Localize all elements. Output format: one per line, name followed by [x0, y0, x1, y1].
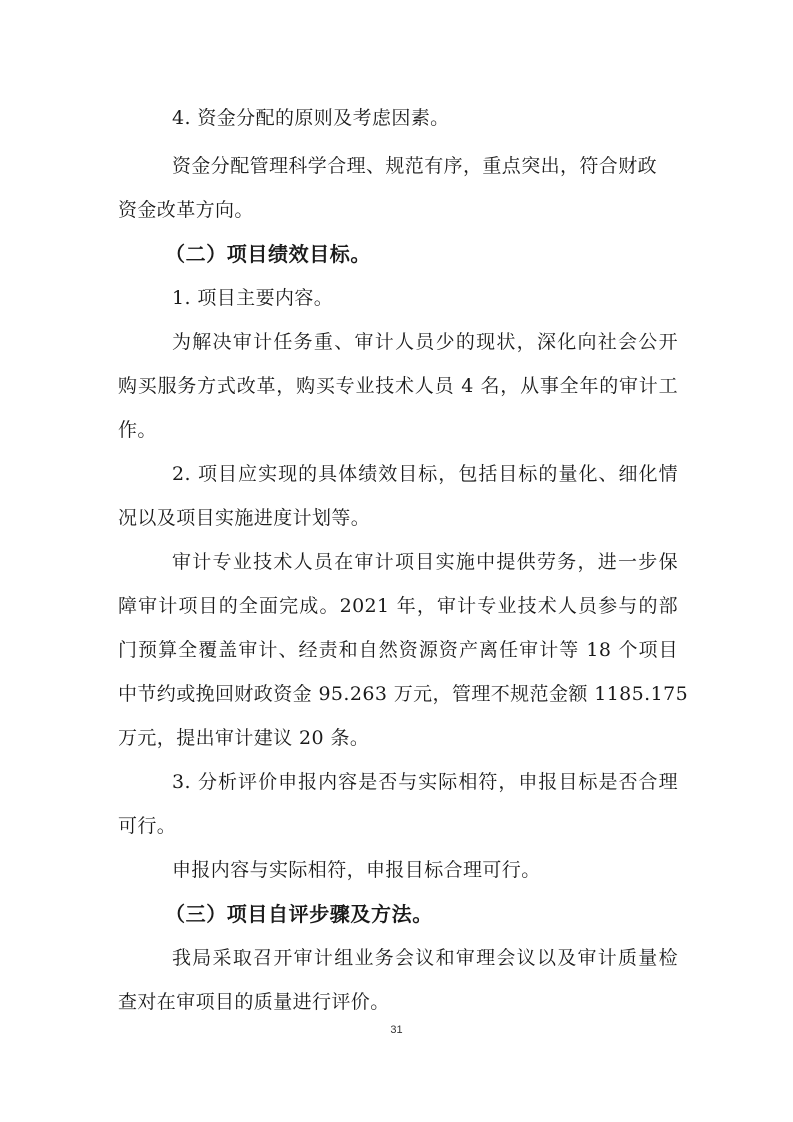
paragraph-line: 作。	[118, 419, 157, 441]
paragraph-line: 万元，提出审计建议 20 条。	[118, 727, 370, 749]
paragraph-line: 购买服务方式改革，购买专业技术人员 4 名，从事全年的审计工	[118, 375, 678, 397]
section-title: 4. 资金分配的原则及考虑因素。	[172, 107, 450, 129]
paragraph-line: 资金分配管理科学合理、规范有序，重点突出，符合财政	[172, 155, 658, 177]
item-title: 1. 项目主要内容。	[172, 287, 334, 309]
item-title: 3. 分析评价申报内容是否与实际相符，申报目标是否合理	[172, 771, 678, 793]
paragraph-line: 中节约或挽回财政资金 95.263 万元，管理不规范金额 1185.175	[118, 683, 689, 705]
paragraph-line: 我局采取召开审计组业务会议和审理会议以及审计质量检	[172, 947, 678, 969]
item-title: 2. 项目应实现的具体绩效目标，包括目标的量化、细化情	[172, 463, 678, 485]
item-title-continued: 况以及项目实施进度计划等。	[118, 507, 371, 529]
paragraph-line: 门预算全覆盖审计、经责和自然资源资产离任审计等 18 个项目	[118, 639, 678, 661]
paragraph-line: 资金改革方向。	[118, 199, 254, 221]
item-title-continued: 可行。	[118, 815, 177, 837]
paragraph-line: 障审计项目的全面完成。2021 年，审计专业技术人员参与的部	[118, 595, 678, 617]
paragraph-line: 申报内容与实际相符，申报目标合理可行。	[172, 859, 541, 881]
paragraph-line: 为解决审计任务重、审计人员少的现状，深化向社会公开	[172, 331, 678, 353]
paragraph-line: 查对在审项目的质量进行评价。	[118, 991, 390, 1013]
section-heading: （二）项目绩效目标。	[165, 242, 371, 266]
paragraph-line: 审计专业技术人员在审计项目实施中提供劳务，进一步保	[172, 551, 678, 573]
section-heading: （三）项目自评步骤及方法。	[165, 902, 433, 926]
page-number: 31	[390, 1024, 403, 1036]
